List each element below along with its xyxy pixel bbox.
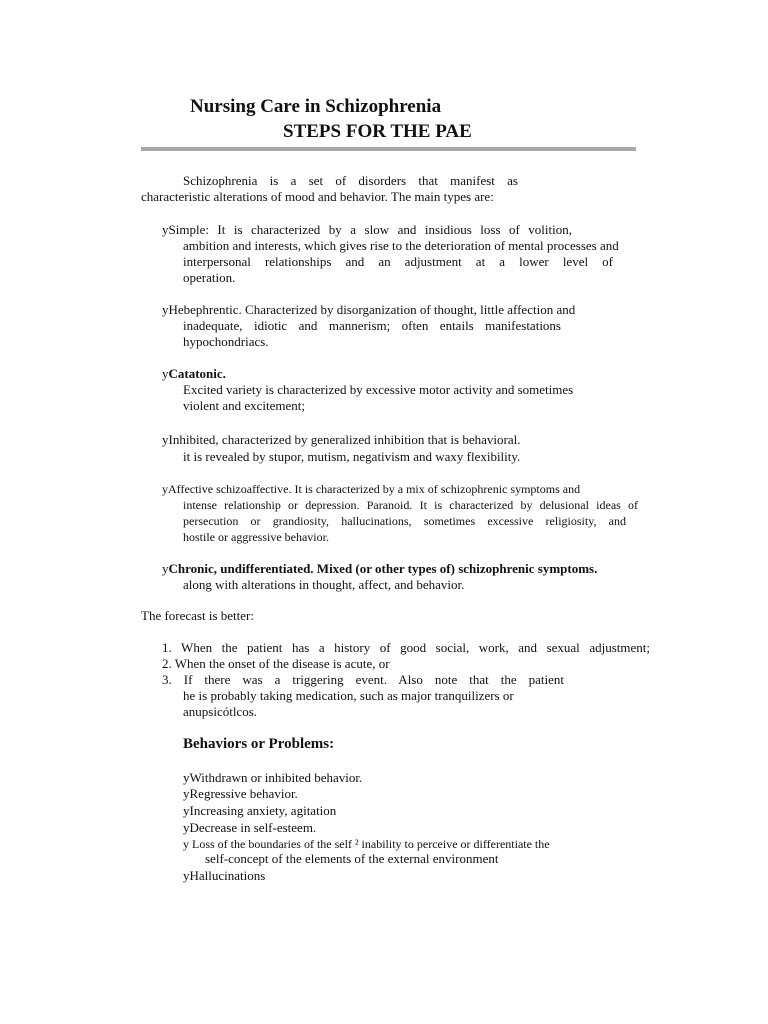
behavior-boundaries-line-1: y Loss of the boundaries of the self ² inability to perceive or differentiate the — [183, 837, 550, 851]
affective-line-4: hostile or aggressive behavior. — [183, 530, 329, 544]
affective-line-2: intense relationship or depression. Paranoid. It is characterized by delusional ideas of — [183, 498, 638, 512]
forecast-heading: The forecast is better: — [141, 608, 254, 623]
behavior-hallucinations: yHallucinations — [183, 868, 266, 883]
chronic-heading — [162, 561, 597, 577]
affective-line-1: yAffective schizoaffective. It is characterized by a mix of schizophrenic symptoms and — [162, 482, 581, 496]
hebephrentic-line-1: yHebephrentic. Characterized by disorganization of thought, little affection and — [162, 302, 576, 317]
intro-line-2: characteristic alterations of mood and behavior. The main types are: — [141, 189, 494, 204]
simple-line-2: ambition and interests, which gives rise to the deterioration of mental processes and — [183, 238, 619, 253]
behavior-item: yRegressive behavior. — [183, 786, 298, 801]
catatonic-line-3: violent and excitement; — [183, 398, 306, 413]
affective-line-3: persecution or grandiosity, hallucinations, sometimes excessive religiosity, and — [183, 514, 626, 528]
catatonic-label: Catatonic. — [168, 366, 226, 381]
document-title: Nursing Care in Schizophrenia — [190, 96, 442, 117]
catatonic-prefix: y — [162, 366, 169, 381]
behavior-item: yDecrease in self-esteem. — [183, 820, 317, 835]
chronic-line-2: along with alterations in thought, affect, and behavior. — [183, 577, 465, 592]
hebephrentic-line-2: inadequate, idiotic and mannerism; often entails manifestations — [183, 318, 561, 333]
inhibited-line-1: yInhibited, characterized by generalized inhibition that is behavioral. — [162, 432, 521, 447]
forecast-item-3-line-2: he is probably taking medication, such as major tranquilizers or — [183, 688, 514, 703]
inhibited-line-2: it is revealed by stupor, mutism, negativism and waxy flexibility. — [183, 449, 521, 464]
document-subtitle: STEPS FOR THE PAE — [283, 121, 472, 142]
simple-line-3: interpersonal relationships and an adjustment at a lower level of — [183, 254, 613, 269]
simple-line-4: operation. — [183, 270, 236, 285]
forecast-item-3-line-3: anupsicótlcos. — [183, 704, 258, 719]
behavior-item: yIncreasing anxiety, agitation — [183, 803, 337, 818]
forecast-item-3: 3. If there was a triggering event. Also note that the patient — [162, 672, 564, 687]
hebephrentic-line-3: hypochondriacs. — [183, 334, 269, 349]
forecast-item-2: 2. When the onset of the disease is acute, or — [162, 656, 390, 671]
behavior-boundaries-line-2: self-concept of the elements of the external environment — [205, 851, 499, 866]
simple-line-1: ySimple: It is characterized by a slow and insidious loss of volition, — [162, 222, 572, 237]
catatonic-heading — [162, 366, 226, 382]
intro-line-1: Schizophrenia is a set of disorders that manifest as — [183, 173, 518, 188]
forecast-item-1: 1. When the patient has a history of good social, work, and sexual adjustment; — [162, 640, 650, 655]
chronic-prefix: y — [162, 561, 169, 576]
behavior-item: yWithdrawn or inhibited behavior. — [183, 770, 363, 785]
behaviors-heading: Behaviors or Problems: — [183, 736, 335, 752]
title-divider — [141, 147, 636, 151]
catatonic-line-2: Excited variety is characterized by excessive motor activity and sometimes — [183, 382, 574, 397]
chronic-label: Chronic, undifferentiated. Mixed (or other types of) schizophrenic symptoms. — [168, 561, 598, 576]
